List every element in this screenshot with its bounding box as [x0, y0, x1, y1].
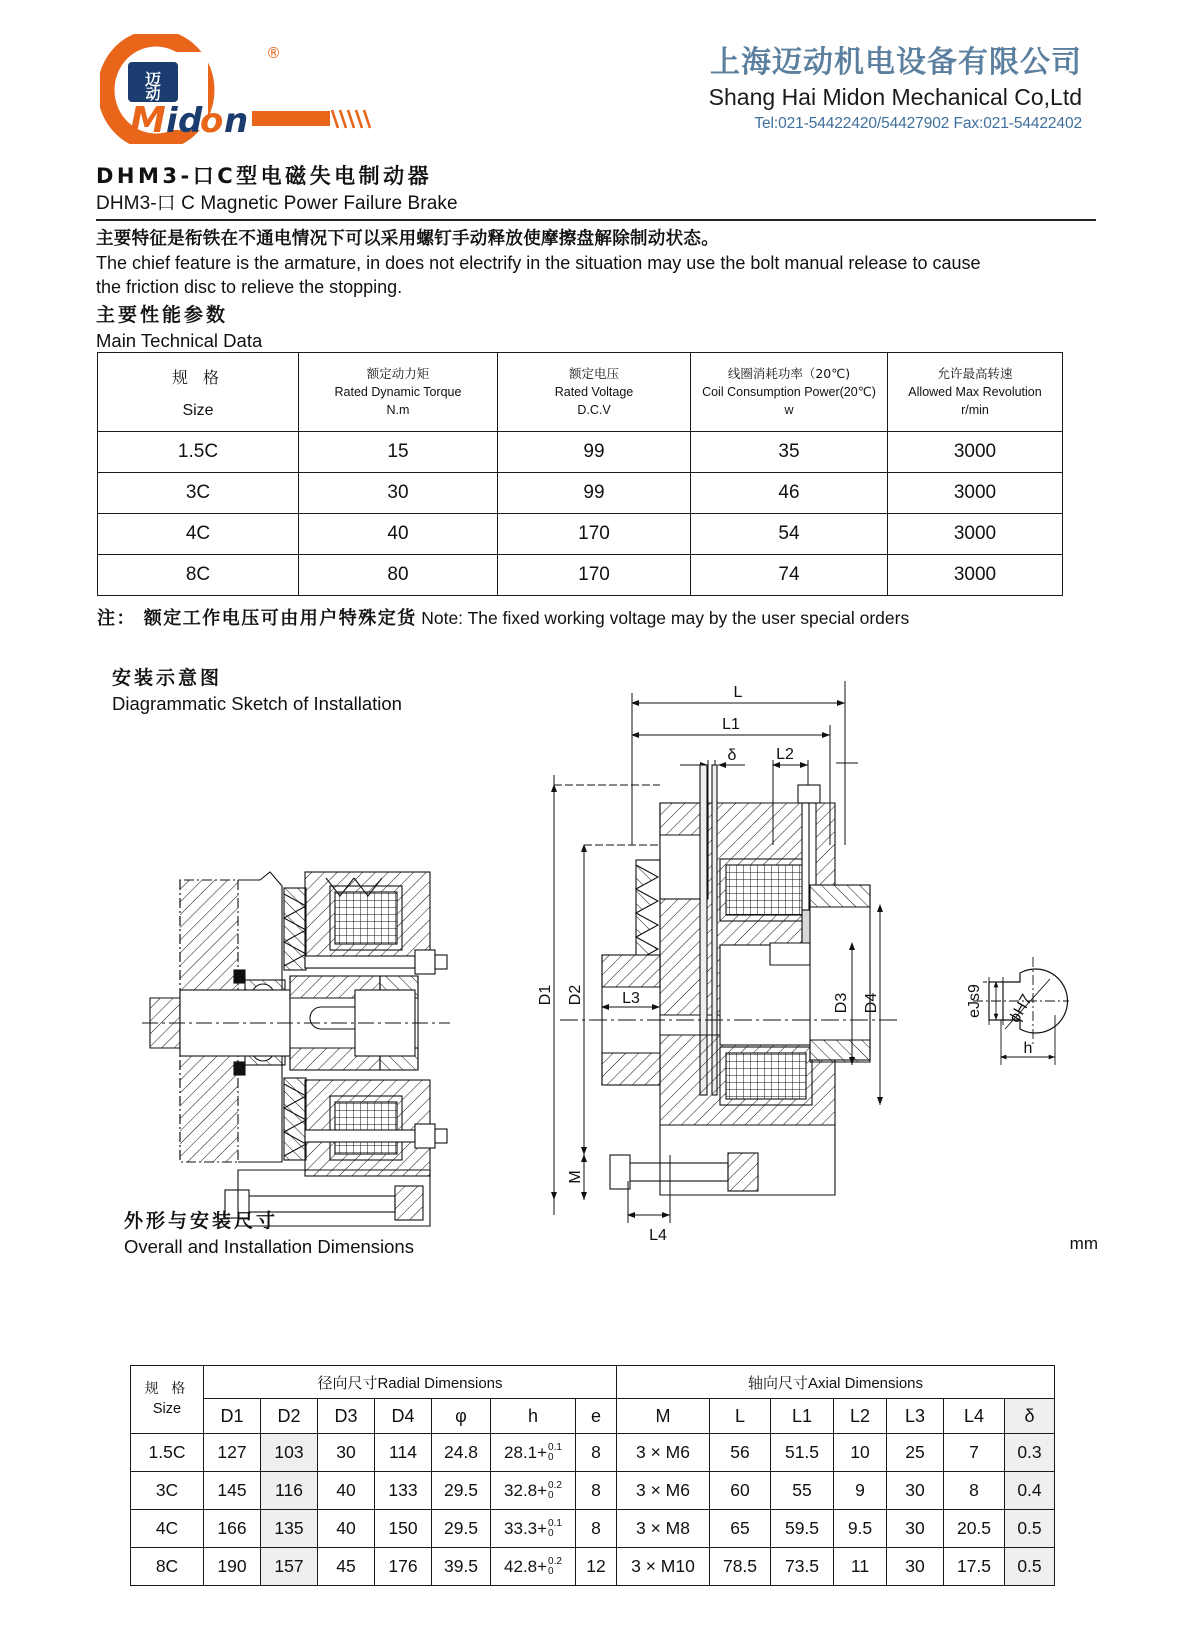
- table-row: [98, 473, 1063, 514]
- table-row: [131, 1472, 1055, 1510]
- cell-torque: 30: [299, 473, 498, 514]
- section-installation-sketch: [112, 666, 402, 716]
- cell-torque: 80: [299, 555, 498, 596]
- dim-label-L: L: [733, 684, 743, 701]
- cell-voltage: 99: [498, 432, 691, 473]
- cell-D1: 127: [204, 1434, 261, 1472]
- registered-mark-icon: ®: [266, 44, 281, 62]
- table-row: [131, 1434, 1055, 1472]
- cell-L1: 55: [771, 1472, 834, 1510]
- cell-M: 3 × M8: [617, 1510, 710, 1548]
- svg-text:M: M: [130, 100, 166, 141]
- cell-power: 74: [691, 555, 888, 596]
- cell-e: 12: [576, 1548, 617, 1586]
- table-row: [98, 555, 1063, 596]
- cell-torque: 15: [299, 432, 498, 473]
- cell-e: 8: [576, 1434, 617, 1472]
- cell-revolution: 3000: [888, 432, 1063, 473]
- cell-D2: 116: [261, 1472, 318, 1510]
- cell-h: 32.8+ 0.2 0: [491, 1472, 576, 1510]
- col-rated-dynamic-torque: 额定动力矩 Rated Dynamic Torque N.m: [299, 353, 498, 432]
- cell-delta: 0.5: [1005, 1510, 1055, 1548]
- cell-h: 42.8+ 0.2 0: [491, 1548, 576, 1586]
- cell-voltage: 170: [498, 514, 691, 555]
- dimensions-table: [130, 1365, 1055, 1586]
- cell-D3: 30: [318, 1434, 375, 1472]
- cell-M: 3 × M6: [617, 1472, 710, 1510]
- cell-L4: 20.5: [944, 1510, 1005, 1548]
- table-row: [98, 514, 1063, 555]
- cell-voltage: 99: [498, 473, 691, 514]
- description-en-line1: The chief feature is the armature, in does not electrify in the situation may use the bolt manual release to cause: [96, 253, 981, 274]
- cell-phi: 29.5: [432, 1510, 491, 1548]
- section-dims-en: Overall and Installation Dimensions: [124, 1235, 414, 1257]
- assembly-installed-drawing: [150, 830, 490, 1230]
- cell-revolution: 3000: [888, 555, 1063, 596]
- dim-label-D2: D2: [567, 984, 584, 1006]
- cell-L2: 9.5: [834, 1510, 887, 1548]
- dim-label-delta: δ: [727, 747, 737, 764]
- svg-text:动: 动: [145, 85, 161, 103]
- cell-torque: 40: [299, 514, 498, 555]
- company-name-cn: 上海迈动机电设备有限公司: [710, 45, 1082, 80]
- dim-label-D1: D1: [537, 984, 554, 1006]
- dim-label-L2: L2: [776, 746, 794, 763]
- cell-L2: 10: [834, 1434, 887, 1472]
- cell-phi: 24.8: [432, 1434, 491, 1472]
- cell-D1: 145: [204, 1472, 261, 1510]
- product-description: [96, 227, 1106, 300]
- cell-delta: 0.3: [1005, 1434, 1055, 1472]
- cell-L2: 9: [834, 1472, 887, 1510]
- col-coil-consumption-power: 线圈消耗功率（20℃) Coil Consumption Power(20℃) w: [691, 353, 888, 432]
- cell-size: 8C: [98, 555, 299, 596]
- cell-L4: 17.5: [944, 1548, 1005, 1586]
- technical-data-table: [97, 352, 1063, 596]
- table-row: [131, 1510, 1055, 1548]
- cell-L3: 30: [887, 1510, 944, 1548]
- cell-size: 1.5C: [131, 1434, 204, 1472]
- dim-label-M: M: [567, 1170, 584, 1184]
- dim-label-L3: L3: [622, 990, 640, 1007]
- cell-power: 46: [691, 473, 888, 514]
- cell-size: 4C: [131, 1510, 204, 1548]
- unit-label: mm: [1069, 1234, 1098, 1253]
- col-size: 规 格 Size: [98, 353, 299, 432]
- keyway-detail-drawing: [945, 925, 1105, 1075]
- dim-label-L1: L1: [722, 716, 740, 733]
- section-overall-dimensions: [124, 1209, 414, 1259]
- keyway-label-e: eJs9: [966, 984, 983, 1018]
- description-cn: 主要特征是衔铁在不通电情况下可以采用螺钉手动释放使摩擦盘解除制动状态。: [96, 229, 719, 249]
- cell-D4: 114: [375, 1434, 432, 1472]
- table-row: [98, 432, 1063, 473]
- cell-D4: 133: [375, 1472, 432, 1510]
- cell-D3: 45: [318, 1548, 375, 1586]
- cell-D2: 103: [261, 1434, 318, 1472]
- svg-text:i: i: [166, 101, 178, 141]
- col-allowed-max-revolution: 允许最高转速 Allowed Max Revolution r/min: [888, 353, 1063, 432]
- cell-D4: 150: [375, 1510, 432, 1548]
- cell-L1: 59.5: [771, 1510, 834, 1548]
- col-e: e: [576, 1399, 617, 1434]
- cell-h: 33.3+ 0.1 0: [491, 1510, 576, 1548]
- cell-L4: 7: [944, 1434, 1005, 1472]
- section-main-data-cn: 主要性能参数: [96, 304, 229, 326]
- cell-voltage: 170: [498, 555, 691, 596]
- cell-L: 65: [710, 1510, 771, 1548]
- col-L3: L3: [887, 1399, 944, 1434]
- col-L1: L1: [771, 1399, 834, 1434]
- product-title-block: [96, 163, 1096, 221]
- svg-text:迈: 迈: [144, 70, 162, 89]
- cell-e: 8: [576, 1510, 617, 1548]
- dim-label-D3: D3: [833, 992, 850, 1014]
- col-size: 规 格 Size: [131, 1366, 204, 1434]
- cell-L1: 51.5: [771, 1434, 834, 1472]
- col-phi: φ: [432, 1399, 491, 1434]
- cell-L: 56: [710, 1434, 771, 1472]
- product-title-en: DHM3-口 C Magnetic Power Failure Brake: [96, 193, 458, 215]
- cell-D2: 135: [261, 1510, 318, 1548]
- table-header-row: [98, 353, 1063, 432]
- col-delta: δ: [1005, 1399, 1055, 1434]
- company-identity: [709, 46, 1082, 133]
- cell-L: 60: [710, 1472, 771, 1510]
- cell-size: 3C: [131, 1472, 204, 1510]
- cell-D4: 176: [375, 1548, 432, 1586]
- cell-phi: 29.5: [432, 1472, 491, 1510]
- cell-size: 4C: [98, 514, 299, 555]
- cell-L3: 30: [887, 1548, 944, 1586]
- section-main-data-en: Main Technical Data: [96, 329, 263, 351]
- cell-revolution: 3000: [888, 473, 1063, 514]
- dim-label-D4: D4: [863, 992, 880, 1014]
- col-D3: D3: [318, 1399, 375, 1434]
- col-rated-voltage: 额定电压 Rated Voltage D.C.V: [498, 353, 691, 432]
- dim-label-L4: L4: [649, 1227, 667, 1244]
- title-divider: [96, 219, 1096, 221]
- cross-section-drawing: [537, 655, 940, 1255]
- company-name-en: Shang Hai Midon Mechanical Co,Ltd: [708, 83, 1082, 110]
- section-dims-cn: 外形与安装尺寸: [124, 1210, 279, 1232]
- keyway-label-phi: ϕH7: [1006, 991, 1036, 1026]
- cell-h: 28.1+ 0.1 0: [491, 1434, 576, 1472]
- svg-text:d: d: [178, 101, 203, 141]
- col-h: h: [491, 1399, 576, 1434]
- dimensions-column-header-row: [131, 1399, 1055, 1434]
- cell-M: 3 × M6: [617, 1434, 710, 1472]
- cell-L4: 8: [944, 1472, 1005, 1510]
- group-axial-dimensions: 轴向尺寸Axial Dimensions: [617, 1366, 1055, 1399]
- cell-delta: 0.5: [1005, 1548, 1055, 1586]
- cell-L: 78.5: [710, 1548, 771, 1586]
- page-header: [0, 0, 1200, 150]
- cell-revolution: 3000: [888, 514, 1063, 555]
- section-main-technical-data: [96, 303, 262, 353]
- cell-D1: 190: [204, 1548, 261, 1586]
- section-sketch-cn: 安装示意图: [112, 667, 223, 689]
- col-D2: D2: [261, 1399, 318, 1434]
- col-L: L: [710, 1399, 771, 1434]
- description-en-line2: the friction disc to relieve the stopping.: [96, 277, 403, 298]
- voltage-note: [97, 604, 909, 630]
- svg-text:o: o: [200, 101, 224, 141]
- col-D1: D1: [204, 1399, 261, 1434]
- col-M: M: [617, 1399, 710, 1434]
- company-contact: Tel:021-54422420/54427902 Fax:021-54422402: [754, 115, 1082, 133]
- cell-L1: 73.5: [771, 1548, 834, 1586]
- col-L2: L2: [834, 1399, 887, 1434]
- keyway-label-h: h: [1023, 1040, 1033, 1057]
- midon-logo: [100, 34, 400, 144]
- section-sketch-en: Diagrammatic Sketch of Installation: [112, 692, 402, 714]
- col-D4: D4: [375, 1399, 432, 1434]
- product-title-cn: DHM3-口C型电磁失电制动器: [96, 164, 433, 188]
- dimensions-group-header-row: [131, 1366, 1055, 1399]
- cell-L3: 30: [887, 1472, 944, 1510]
- cell-D2: 157: [261, 1548, 318, 1586]
- table-row: [131, 1548, 1055, 1586]
- svg-text:n: n: [224, 101, 249, 141]
- note-cn: 注： 额定工作电压可由用户特殊定货: [97, 608, 417, 629]
- cell-delta: 0.4: [1005, 1472, 1055, 1510]
- cell-M: 3 × M10: [617, 1548, 710, 1586]
- cell-size: 1.5C: [98, 432, 299, 473]
- cell-size: 3C: [98, 473, 299, 514]
- cell-D3: 40: [318, 1510, 375, 1548]
- cell-power: 54: [691, 514, 888, 555]
- cell-phi: 39.5: [432, 1548, 491, 1586]
- col-L4: L4: [944, 1399, 1005, 1434]
- cell-size: 8C: [131, 1548, 204, 1586]
- cell-L3: 25: [887, 1434, 944, 1472]
- note-en: Note: The fixed working voltage may by the user special orders: [421, 608, 910, 628]
- cell-L2: 11: [834, 1548, 887, 1586]
- cell-e: 8: [576, 1472, 617, 1510]
- cell-power: 35: [691, 432, 888, 473]
- cell-D1: 166: [204, 1510, 261, 1548]
- group-radial-dimensions: 径向尺寸Radial Dimensions: [204, 1366, 617, 1399]
- cell-D3: 40: [318, 1472, 375, 1510]
